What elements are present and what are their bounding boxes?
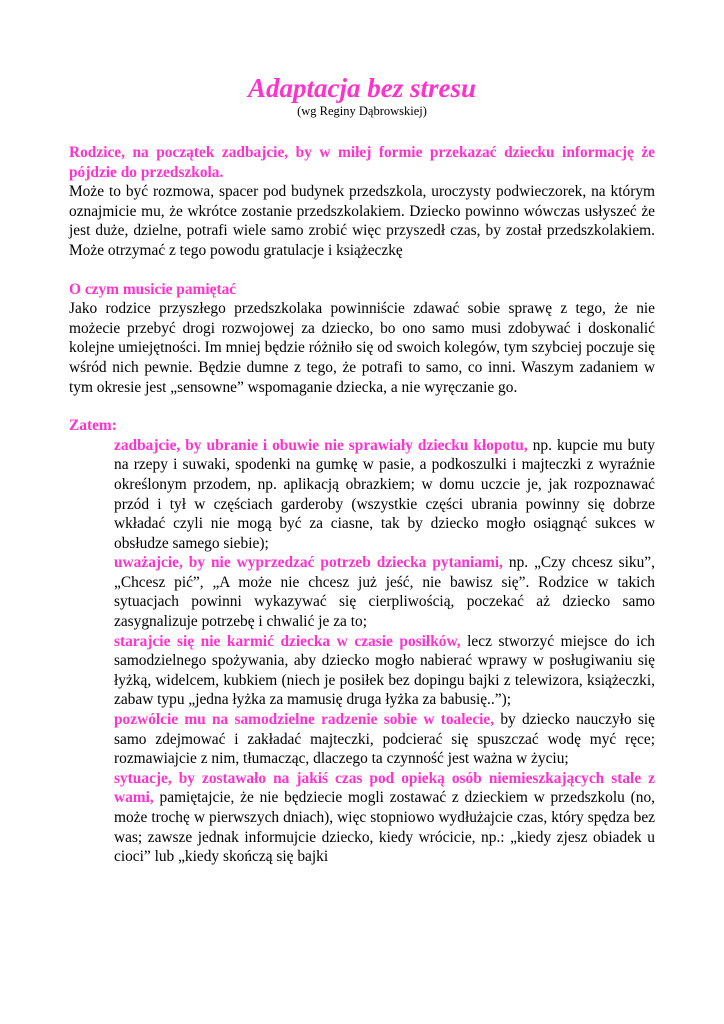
advice-lead: uważajcie, by nie wyprzedzać potrzeb dziecka pytaniami, [114,554,503,572]
intro-paragraph [69,143,655,261]
paragraph-spacer [69,261,655,280]
advice-lead: starajcie się nie karmić dziecka w czasie posiłków, [114,632,461,650]
advice-text: np. „Czy chcesz siku”, „Chcesz pić”, „A może nie chcesz już jeść, nie bawisz się”. Rodzice w takich sytuacjach powinni wykazywać się cierpliwością, poczekać aż dziecko samo zasygnalizuje potrzebę i chwalić je za to; [114,554,655,631]
advice-item [114,436,655,554]
section3-heading: Zatem: [69,417,117,435]
advice-text: by dziecko nauczyło się samo zdejmować i zakładać majteczki, podcierać się spuszczać wodę myć ręce; rozmawiajcie z nim, tłumacząc, dlaczego ta czynność jest ważna w życiu; [114,711,655,768]
document-subtitle: (wg Reginy Dąbrowskiej) [297,104,427,118]
paragraph-spacer [69,397,655,416]
section2-text: Jako rodzice przyszłego przedszkolaka powinniście zdawać sobie sprawę z tego, że nie możecie przebyć drogi rozwojowej za dziecko, bo ono samo musi zdobywać i doskonalić kolejne umiejętności. Im mniej będzie różniło się od swoich kolegów, tym szybciej poczuje się wśród nich pewnie. Będzie dumne z tego, że potrafi to samo, co inni. Waszym zadaniem w tym okresie jest „sensowne” wspomaganie dziecka, a nie wyręczanie go. [69,300,655,396]
advice-text: pamiętajcie, że nie będziecie mogli zostawać z dzieckiem w przedszkolu (no, może trochę w pierwszych dniach), więc stopniowo wydłużajcie czas, który spędza bez was; zawsze jednak informujcie dziecko, kiedy wrócicie, np.: „kiedy zjesz obiadek u cioci” lub „kiedy skończą się bajki [114,789,655,866]
advice-item [114,769,655,867]
advice-lead: zadbajcie, by ubranie i obuwie nie sprawiały dziecku kłopotu, [114,436,528,454]
advice-text: lecz stworzyć miejsce do ich samodzielnego spożywania, aby dziecko mogło nabierać wprawy w posługiwaniu się łyżką, widelcem, kubkiem (niech je posiłek bez dopingu bajki z telewizora, książeczki, zabaw typu „jedna łyżka za mamusię druga łyżka za babusię..”); [114,632,655,709]
document-title: Adaptacja bez stresu [247,73,476,103]
advice-item [114,710,655,769]
intro-heading: Rodzice, na początek zadbajcie, by w miłej formie przekazać dziecku informację że pójdzie do przedszkola. [69,144,655,181]
section2-heading: O czym musicie pamiętać [69,280,237,298]
section2-paragraph [69,280,655,398]
advice-item [114,632,655,710]
advice-lead: sytuacje, by zostawało na jakiś czas pod opieką osób niemieszkających stale z wami, [114,769,655,807]
advice-text: np. kupcie mu buty na rzepy i suwaki, spodenki na gumkę w pasie, a podkoszulki i majteczki z wyraźnie określonym przodem, np. aplikacją obrazkiem; w domu uczcie je, jak rozpoznawać przód i tył w częściach garderoby (wszystkie części ubrania powinny się dobrze wkładać czyli nie mogą być za ciasne, tak by dziecko mogło osiągnąć sukces w obsłudze samego siebie); [114,436,655,552]
intro-text: Może to być rozmowa, spacer pod budynek przedszkola, uroczysty podwieczorek, na którym oznajmicie mu, że wkrótce zostanie przedszkolakiem. Dziecko powinno wówczas usłyszeć że jest duże, dzielne, potrafi wiele samo zrobić więc przyszedł czas, by został przedszkolakiem. Może otrzymać z tego powodu gratulacje i książeczkę [69,183,655,259]
advice-lead: pozwólcie mu na samodzielne radzenie sobie w toalecie, [114,711,495,729]
advice-item [114,553,655,631]
advice-list [69,436,655,867]
